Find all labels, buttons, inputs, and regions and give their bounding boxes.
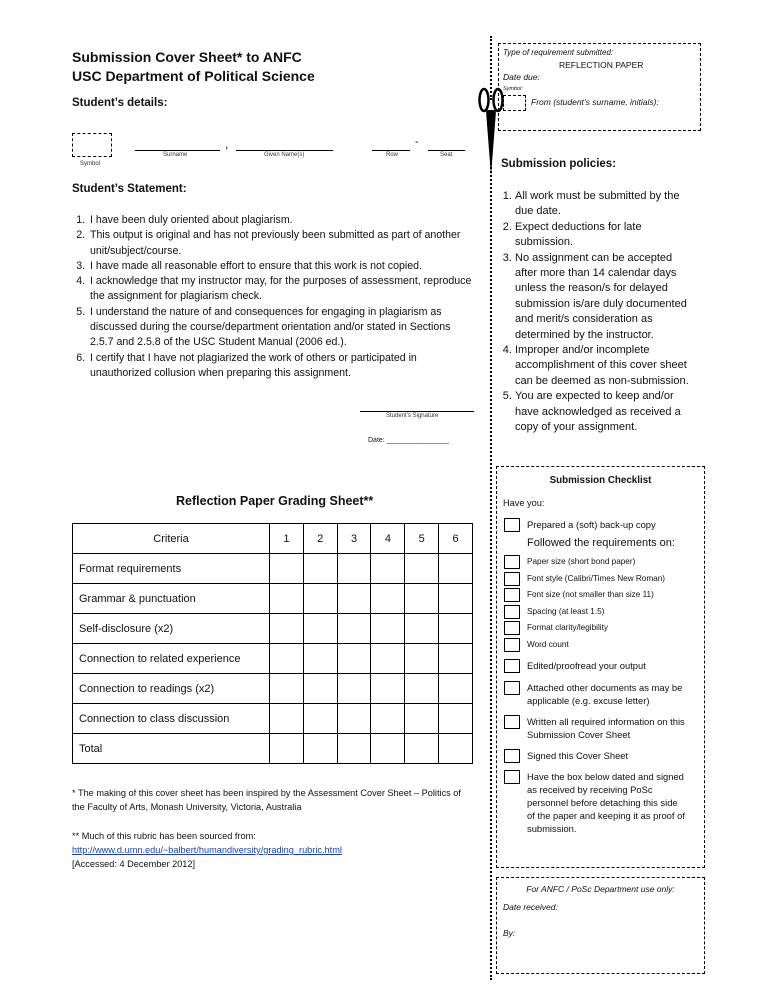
score-cell[interactable]: [371, 644, 405, 674]
score-cell[interactable]: [303, 734, 337, 764]
criteria-cell: Connection to readings (x2): [73, 674, 270, 704]
score-cell[interactable]: [337, 644, 371, 674]
dash-separator: -: [415, 136, 419, 148]
checklist-title: Submission Checklist: [549, 475, 652, 486]
grading-row: [73, 584, 473, 614]
score-cell[interactable]: [270, 644, 304, 674]
score-cell[interactable]: [371, 704, 405, 734]
title-line-2: USC Department of Political Science: [72, 68, 315, 84]
checkbox-signed[interactable]: [504, 749, 520, 763]
score-cell[interactable]: [371, 614, 405, 644]
date-due-label: Date due:: [503, 72, 540, 82]
from-label: From (student’s surname, initials):: [531, 97, 659, 107]
comma-separator: ,: [225, 137, 229, 151]
statement-item: 1. I have been duly oriented about plagiarism.: [88, 213, 472, 228]
date-received-label: Date received:: [503, 902, 558, 912]
score-cell[interactable]: [405, 614, 439, 644]
score-cell[interactable]: [439, 644, 473, 674]
score-cell[interactable]: [337, 554, 371, 584]
grading-table: [72, 523, 473, 764]
policy-item: 4. Improper and/or incomplete accomplishment of this cover sheet can be deemed as non-submission.: [515, 343, 697, 389]
score-cell[interactable]: [439, 554, 473, 584]
requirement-box: [498, 43, 701, 131]
checklist-box: [496, 466, 705, 868]
score-header: 3: [337, 524, 371, 554]
score-cell[interactable]: [270, 674, 304, 704]
statement-item: 3. I have made all reasonable effort to ensure that this work is not copied.: [88, 259, 472, 274]
seat-label: Seat: [440, 152, 453, 158]
policies-list: [501, 189, 697, 436]
followed-label: Followed the requirements on:: [527, 537, 675, 549]
policy-item: 5. You are expected to keep and/or have acknowledged as received a copy of your assignment.: [515, 389, 697, 435]
grading-row: [73, 734, 473, 764]
checkbox-paper-size[interactable]: [504, 555, 520, 569]
statement-item: 5. I understand the nature of and consequences for engaging in plagiarism as discussed during the course/department orientation and/or stated in Sections 2.5.7 and 2.5.8 of the USC Student Manual (2006 ed.).: [88, 305, 472, 351]
checkbox-dated[interactable]: [504, 770, 520, 784]
score-cell[interactable]: [337, 584, 371, 614]
symbol-small-box[interactable]: [503, 95, 526, 111]
grading-row: [73, 644, 473, 674]
score-cell[interactable]: [303, 704, 337, 734]
symbol-small-label: Symbol:: [503, 86, 523, 92]
row-field[interactable]: [372, 150, 410, 151]
checkbox-edited[interactable]: [504, 659, 520, 673]
grading-row: [73, 614, 473, 644]
footnote-2-accessed: [Accessed: 4 December 2012]: [72, 859, 196, 869]
grading-row: [73, 554, 473, 584]
given-name-label: Given Name(s): [264, 152, 305, 158]
criteria-cell: Connection to class discussion: [73, 704, 270, 734]
grading-row: [73, 704, 473, 734]
checklist-edited: Edited/proofread your output: [527, 660, 646, 671]
checkbox-backup[interactable]: [504, 518, 520, 532]
score-header: 4: [371, 524, 405, 554]
score-cell[interactable]: [337, 674, 371, 704]
page-title: [72, 48, 315, 86]
criteria-header: Criteria: [73, 524, 270, 554]
score-header: 2: [303, 524, 337, 554]
score-cell[interactable]: [439, 734, 473, 764]
score-cell[interactable]: [439, 674, 473, 704]
statement-item: 2. This output is original and has not previously been submitted as part of another unit/subject/course.: [88, 228, 472, 259]
checkbox-spacing[interactable]: [504, 605, 520, 619]
requirement-type-value: REFLECTION PAPER: [559, 60, 644, 70]
score-cell[interactable]: [439, 704, 473, 734]
score-cell[interactable]: [405, 704, 439, 734]
requirement-word-count: Word count: [527, 640, 569, 649]
score-cell[interactable]: [337, 614, 371, 644]
criteria-cell: Self-disclosure (x2): [73, 614, 270, 644]
requirement-font-style: Font style (Calibri/Times New Roman): [527, 574, 666, 583]
symbol-label: Symbol: [80, 161, 101, 167]
statement-heading: Student’s Statement:: [72, 183, 187, 195]
checkbox-font-size[interactable]: [504, 588, 520, 602]
title-line-1: Submission Cover Sheet* to ANFC: [72, 49, 302, 65]
checklist-signed: Signed this Cover Sheet: [527, 750, 629, 761]
requirement-format-clarity: Format clarity/legibility: [527, 623, 608, 632]
requirement-font-size: Font size (not smaller than size 11): [527, 590, 654, 599]
score-cell[interactable]: [270, 554, 304, 584]
policy-item: 1. All work must be submitted by the due date.: [515, 189, 697, 220]
requirement-type-label: Type of requirement submitted:: [503, 48, 614, 57]
score-cell[interactable]: [303, 554, 337, 584]
have-you-label: Have you:: [503, 498, 545, 508]
requirement-paper-size: Paper size (short bond paper): [527, 557, 636, 566]
checkbox-word-count[interactable]: [504, 638, 520, 652]
criteria-cell: Total: [73, 734, 270, 764]
score-cell[interactable]: [405, 644, 439, 674]
requirement-spacing: Spacing (at least 1.5): [527, 607, 605, 616]
department-box-title: For ANFC / PoSc Department use only:: [526, 884, 675, 894]
statement-date[interactable]: Date: ________________: [368, 437, 449, 444]
score-cell[interactable]: [405, 554, 439, 584]
checklist-backup: Prepared a (soft) back-up copy: [527, 519, 656, 530]
checkbox-font-style[interactable]: [504, 572, 520, 586]
checkbox-attached[interactable]: [504, 681, 520, 695]
tear-line: [490, 160, 492, 980]
score-cell[interactable]: [371, 554, 405, 584]
score-cell[interactable]: [303, 644, 337, 674]
score-cell[interactable]: [270, 704, 304, 734]
policies-heading: Submission policies:: [501, 158, 617, 170]
grading-header-row: [73, 524, 473, 554]
surname-field[interactable]: [135, 150, 220, 151]
criteria-cell: Format requirements: [73, 554, 270, 584]
footnote-2-intro: ** Much of this rubric has been sourced from:: [72, 831, 256, 841]
checklist-dated: Have the box below dated and signed as received by receiving PoSc personnel before detaching this side of the paper and keeping it as proof of submission.: [527, 771, 685, 834]
score-cell[interactable]: [439, 614, 473, 644]
statement-item: 4. I acknowledge that my instructor may, for the purposes of assessment, reproduce the assignment for plagiarism check.: [88, 274, 472, 305]
received-by-label: By:: [503, 928, 516, 938]
checkbox-written[interactable]: [504, 715, 520, 729]
criteria-cell: Grammar & punctuation: [73, 584, 270, 614]
checklist-attached: Attached other documents as may be applicable (e.g. excuse letter): [527, 682, 683, 706]
seat-field[interactable]: [428, 150, 465, 151]
score-cell[interactable]: [270, 614, 304, 644]
score-cell[interactable]: [371, 734, 405, 764]
score-cell[interactable]: [371, 584, 405, 614]
score-cell[interactable]: [371, 674, 405, 704]
surname-label: Surname: [163, 152, 188, 158]
checklist-written: Written all required information on this Submission Cover Sheet: [527, 716, 685, 740]
score-header: 1: [270, 524, 304, 554]
student-details-heading: Student’s details:: [72, 97, 168, 109]
score-header: 6: [439, 524, 473, 554]
policy-item: 3. No assignment can be accepted after more than 14 calendar days unless the reason/s for delayed submission is/are duly documented and merit/s consideration as determined by the instructor.: [515, 251, 697, 343]
score-cell[interactable]: [405, 584, 439, 614]
criteria-cell: Connection to related experience: [73, 644, 270, 674]
checkbox-format-clarity[interactable]: [504, 621, 520, 635]
footnote-2: [72, 829, 472, 871]
score-cell[interactable]: [303, 584, 337, 614]
grading-title: Reflection Paper Grading Sheet**: [176, 494, 374, 508]
score-cell[interactable]: [439, 584, 473, 614]
score-header: 5: [405, 524, 439, 554]
score-cell[interactable]: [337, 704, 371, 734]
statement-list: [72, 213, 472, 381]
grading-row: [73, 674, 473, 704]
footnote-1: * The making of this cover sheet has been inspired by the Assessment Cover Sheet – Politics of the Faculty of Arts, Monash University, Victoria, Australia: [72, 788, 461, 812]
symbol-box[interactable]: [72, 133, 112, 157]
signature-label: Student’s Signature: [386, 413, 439, 419]
score-cell[interactable]: [270, 584, 304, 614]
signature-field[interactable]: [360, 411, 474, 412]
score-cell[interactable]: [405, 674, 439, 704]
score-cell[interactable]: [337, 734, 371, 764]
score-cell[interactable]: [303, 614, 337, 644]
score-cell[interactable]: [303, 674, 337, 704]
given-name-field[interactable]: [236, 150, 333, 151]
score-cell[interactable]: [270, 734, 304, 764]
row-label: Row: [386, 152, 399, 158]
department-box: [496, 877, 705, 974]
score-cell[interactable]: [405, 734, 439, 764]
rubric-source-link[interactable]: http://www.d.umn.edu/~balbert/humandiversity/grading_rubric.html: [72, 845, 342, 855]
policy-item: 2. Expect deductions for late submission.: [515, 220, 697, 251]
statement-item: 6. I certify that I have not plagiarized the work of others or participated in unauthorized collusion when preparing this assignment.: [88, 351, 472, 382]
